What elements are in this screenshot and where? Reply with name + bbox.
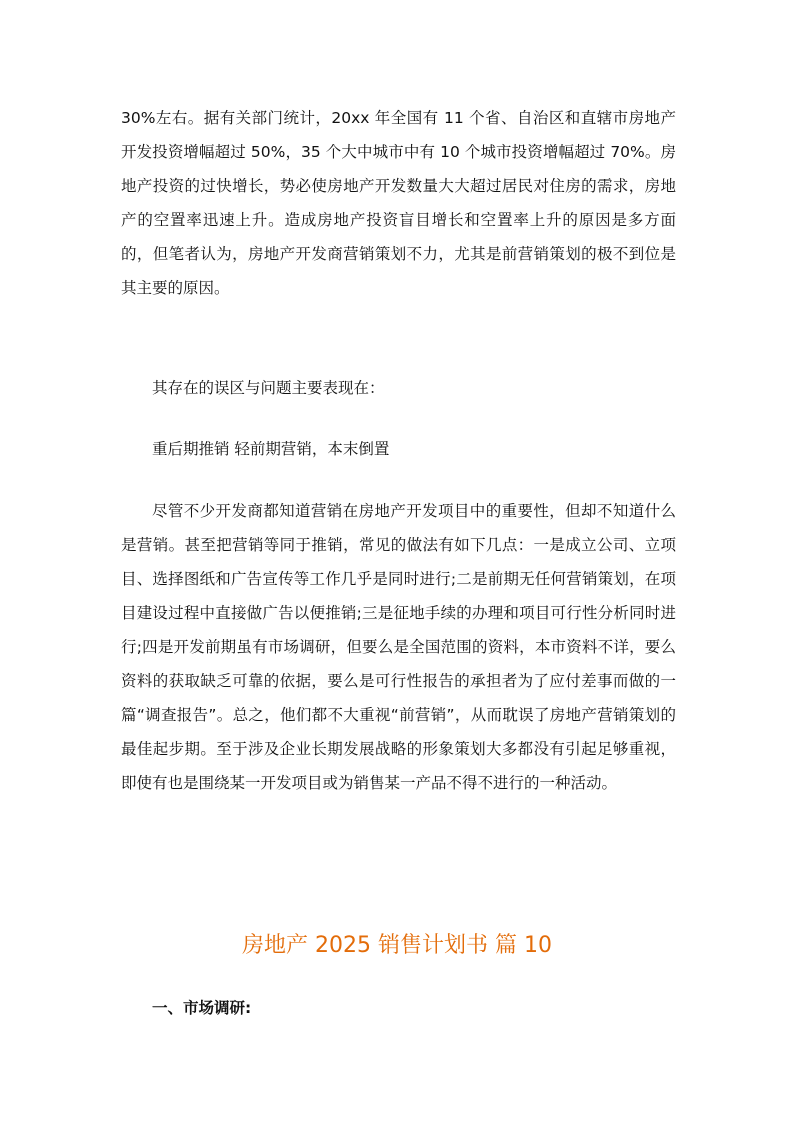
paragraph-investment-growth: 30%左右。据有关部门统计，20xx 年全国有 11 个省、自治区和直辖市房地产开发投资增幅超过 50%，35 个大中城市中有 10 个城市投资增幅超过 70%。房地产投资的过快增长，势必使房地产开发数量大大超过居民对住房的需求，房地产的空置率迅速上升。造成房地产投资盲目增长和空置率上升的原因是多方面的，但笔者认为，房地产开发商营销策划不力，尤其是前营销策划的极不到位是其主要的原因。 <box>121 109 676 297</box>
paragraph-marketing-misconception: 尽管不少开发商都知道营销在房地产开发项目中的重要性，但却不知道什么是营销。甚至把营销等同于推销，常见的做法有如下几点：一是成立公司、立项目、选择图纸和广告宣传等工作几乎是同时进行;二是前期无任何营销策划，在项目建设过程中直接做广告以便推销;三是征地手续的办理和项目可行性分析同时进行;四是开发前期虽有市场调研，但要么是全国范围的资料，本市资料不详，要么资料的获取缺乏可靠的依据，要么是可行性报告的承担者为了应付差事而做的一篇“调查报告”。总之，他们都不大重视“前营销”，从而耽误了房地产营销策划的最佳起步期。至于涉及企业长期发展战略的形象策划大多都没有引起足够重视，即使有也是围绕某一开发项目或为销售某一产品不得不进行的一种活动。 <box>121 502 676 792</box>
paragraph-problems-intro: 其存在的误区与问题主要表现在： <box>152 379 385 397</box>
subheading-market-research: 一、市场调研: <box>152 999 252 1017</box>
section-title: 房地产 2025 销售计划书 篇 10 <box>242 933 552 958</box>
paragraph-problem-heading: 重后期推销 轻前期营销，本末倒置 <box>152 440 390 458</box>
